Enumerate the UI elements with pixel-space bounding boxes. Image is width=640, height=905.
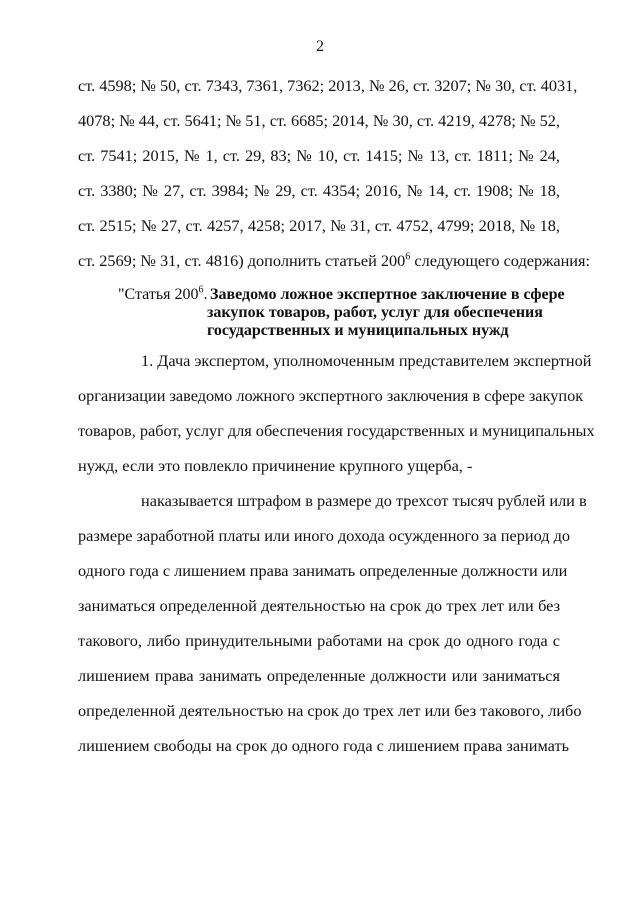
paragraph2-line-4: заниматься определенной деятельностью на срок до трех лет или без [78, 596, 560, 615]
paragraph1-line-1: 1. Дача экспертом, уполномоченным представителем экспертной [141, 351, 592, 370]
paragraph2-line-1: наказывается штрафом в размере до трехсот тысяч рублей или в [141, 491, 587, 510]
paragraph2-line-8: лишением свободы на срок до одного года с лишением права занимать [78, 736, 570, 755]
paragraph2-line-5: такового, либо принудительными работами на срок до одного года с [78, 631, 560, 650]
intro-line-4: ст. 3380; № 27, ст. 3984; № 29, ст. 4354; 2016, № 14, ст. 1908; № 18, [78, 181, 560, 200]
paragraph2-line-3: одного года с лишением права занимать определенные должности или [78, 561, 568, 580]
page-number: 2 [316, 38, 324, 55]
intro-line-2: 4078; № 44, ст. 5641; № 51, ст. 6685; 2014, № 30, ст. 4219, 4278; № 52, [78, 111, 560, 130]
intro-line-6 [78, 251, 591, 271]
article-label [118, 286, 208, 304]
paragraph1-line-4: нужд, если это повлекло причинение крупного ущерба, - [78, 456, 473, 475]
article-label-text: "Статья 200 [118, 286, 199, 303]
article-label-dot: . [203, 286, 208, 303]
paragraph1-line-2: организации заведомо ложного экспертного заключения в сфере закупок [78, 386, 584, 405]
article-title [207, 286, 577, 340]
article-title-line-1: Заведомо ложное экспертное заключение в сфере [210, 286, 565, 303]
article-label-superscript: 6 [198, 284, 204, 296]
article-title-line-2: закупок товаров, работ, услуг для обеспечения [207, 304, 543, 321]
paragraph2-line-2: размере заработной платы или иного дохода осужденного за период до [78, 526, 571, 545]
intro-line-6-superscript: 6 [405, 251, 411, 263]
article-title-line-3: государственных и муниципальных нужд [207, 322, 509, 339]
intro-line-6-tail: следующего содержания: [410, 251, 591, 270]
paragraph2-line-6: лишением права занимать определенные должности или заниматься [78, 666, 560, 685]
paragraph1-line-3: товаров, работ, услуг для обеспечения государственных и муниципальных [78, 421, 595, 440]
paragraph2-line-7: определенной деятельностью на срок до трех лет или без такового, либо [78, 701, 582, 720]
intro-line-1: ст. 4598; № 50, ст. 7343, 7361, 7362; 2013, № 26, ст. 3207; № 30, ст. 4031, [78, 76, 578, 95]
intro-line-5: ст. 2515; № 27, ст. 4257, 4258; 2017, № 31, ст. 4752, 4799; 2018, № 18, [78, 216, 560, 235]
intro-line-3: ст. 7541; 2015, № 1, ст. 29, 83; № 10, ст. 1415; № 13, ст. 1811; № 24, [78, 146, 560, 165]
intro-line-6-text: ст. 2569; № 31, ст. 4816) дополнить статьей 200 [78, 251, 406, 270]
